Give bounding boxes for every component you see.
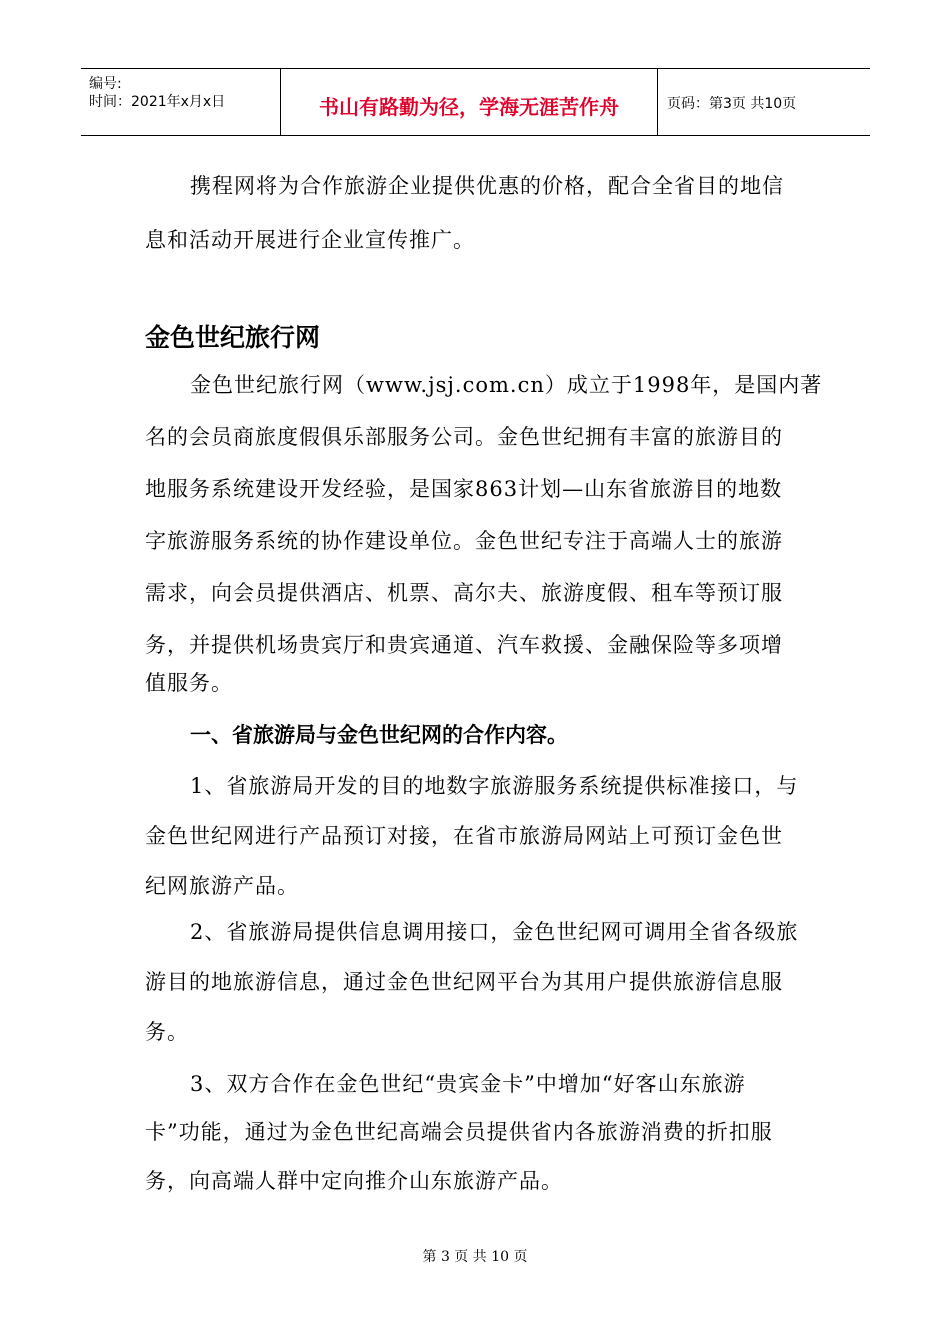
- section-title: 金色世纪旅行网: [145, 323, 321, 352]
- paragraph-line: 字旅游服务系统的协作建设单位。金色世纪专注于高端人士的旅游: [145, 529, 783, 553]
- item-line: 金色世纪网进行产品预订对接，在省市旅游局网站上可预订金色世: [145, 824, 783, 848]
- paragraph-line: 需求，向会员提供酒店、机票、高尔夫、旅游度假、租车等预订服: [145, 581, 783, 605]
- section-subtitle: 一、省旅游局与金色世纪网的合作内容。: [190, 723, 568, 747]
- paragraph-line: 名的会员商旅度假俱乐部服务公司。金色世纪拥有丰富的旅游目的: [145, 425, 783, 449]
- page-footer: 第 3 页 共 10 页: [422, 1249, 528, 1265]
- paragraph-line: 务，并提供机场贵宾厅和贵宾通道、汽车救援、金融保险等多项增: [145, 633, 783, 657]
- item-line: 务。: [145, 1020, 189, 1044]
- motto-text: 书山有路勤为径，学海无涯苦作舟: [319, 95, 619, 119]
- paragraph-line: 值服务。: [145, 671, 233, 695]
- paragraph-line: 地服务系统建设开发经验，是国家863计划—山东省旅游目的地数: [145, 477, 783, 501]
- item-line: 纪网旅游产品。: [145, 874, 299, 898]
- page-info: 页码：第3页 共10页: [667, 96, 797, 112]
- header-motto-cell: [281, 69, 658, 135]
- number-label: 编号:: [89, 76, 122, 92]
- intro-line: 息和活动开展进行企业宣传推广。: [145, 228, 475, 252]
- item-line: 游目的地旅游信息，通过金色世纪网平台为其用户提供旅游信息服: [145, 970, 783, 994]
- header-meta-cell: [81, 69, 281, 135]
- item-line: 3、双方合作在金色世纪“贵宾金卡”中增加“好客山东旅游: [190, 1072, 746, 1096]
- item-line: 1、省旅游局开发的目的地数字旅游服务系统提供标准接口，与: [190, 774, 799, 798]
- header-page-cell: [658, 69, 870, 135]
- page-header-table: [81, 68, 870, 136]
- item-line: 卡”功能，通过为金色世纪高端会员提供省内各旅游消费的折扣服: [145, 1120, 773, 1144]
- time-label: 时间：2021年x月x日: [89, 94, 226, 110]
- item-line: 务，向高端人群中定向推介山东旅游产品。: [145, 1169, 563, 1193]
- item-line: 2、省旅游局提供信息调用接口，金色世纪网可调用全省各级旅: [190, 920, 799, 944]
- paragraph-line: 金色世纪旅行网（www.jsj.com.cn）成立于1998年，是国内著: [190, 373, 823, 397]
- intro-line: 携程网将为合作旅游企业提供优惠的价格，配合全省目的地信: [190, 174, 784, 198]
